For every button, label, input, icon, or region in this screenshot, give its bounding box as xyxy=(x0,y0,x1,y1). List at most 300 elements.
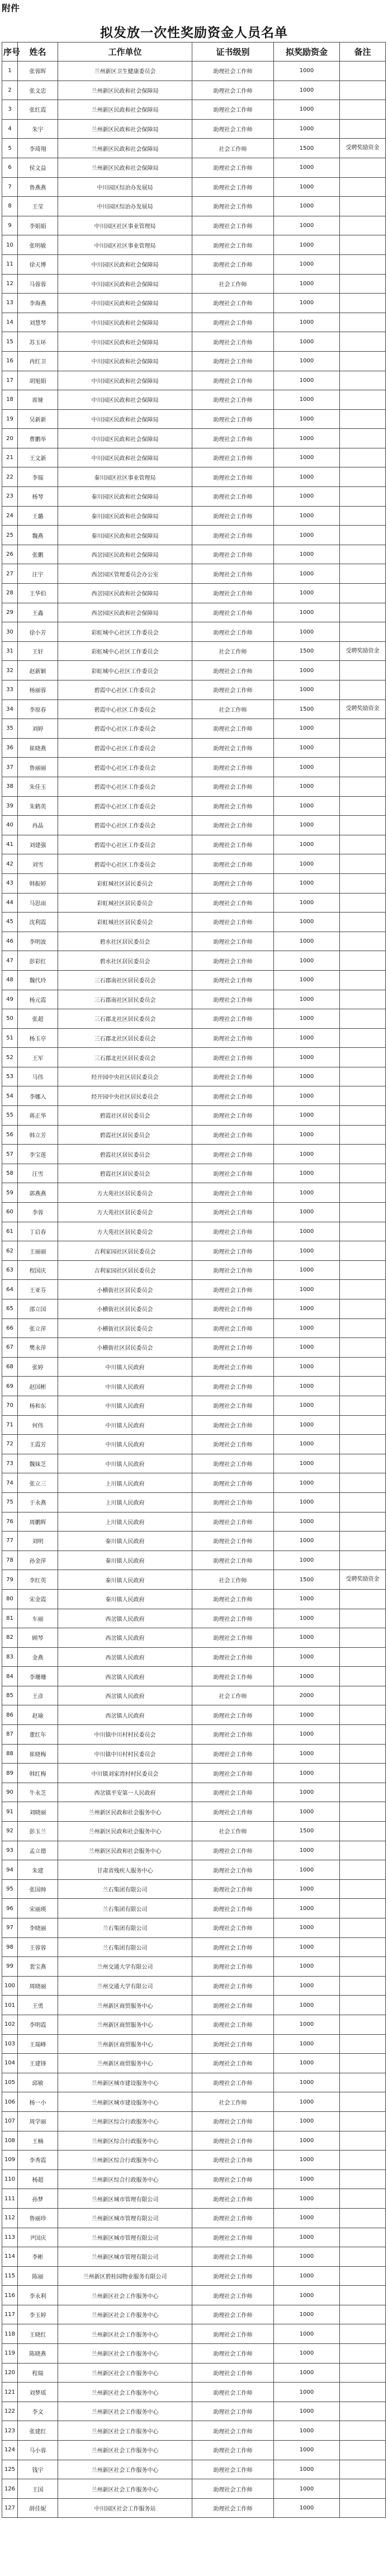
cell-notes xyxy=(340,1667,386,1686)
cell-award-amount: 1000 xyxy=(274,990,340,1009)
table-row xyxy=(2,467,386,487)
cell-name: 杨丽蓉 xyxy=(18,680,58,700)
table-row xyxy=(2,2150,386,2170)
cell-certificate-level: 助理社会工作师 xyxy=(192,1377,274,1396)
cell-index: 31 xyxy=(2,641,18,661)
cell-name: 侯文益 xyxy=(18,158,58,177)
cell-workplace: 秦川园区民政和社会保障局 xyxy=(58,487,192,507)
cell-name: 杨琴 xyxy=(18,487,58,507)
cell-award-amount: 1000 xyxy=(274,2383,340,2402)
cell-certificate-level: 助理社会工作师 xyxy=(192,1183,274,1203)
table-row xyxy=(2,719,386,739)
cell-index: 114 xyxy=(2,2247,18,2267)
cell-notes xyxy=(340,1628,386,1648)
table-row xyxy=(2,835,386,854)
cell-certificate-level: 助理社会工作师 xyxy=(192,1802,274,1822)
table-row xyxy=(2,796,386,816)
cell-notes xyxy=(340,2111,386,2131)
cell-workplace: 中川镇中川村村民委员会 xyxy=(58,1725,192,1745)
cell-award-amount: 1000 xyxy=(274,1744,340,1764)
cell-index: 42 xyxy=(2,854,18,874)
table-row xyxy=(2,81,386,100)
cell-workplace: 中川园区社区事业管理局 xyxy=(58,235,192,255)
cell-index: 94 xyxy=(2,1860,18,1880)
cell-notes xyxy=(340,1280,386,1299)
cell-workplace: 中川园区民政和社会保障局 xyxy=(58,313,192,332)
cell-award-amount: 1000 xyxy=(274,1009,340,1029)
cell-workplace: 小横街社区居民委员会 xyxy=(58,1338,192,1358)
cell-notes xyxy=(340,1899,386,1918)
cell-workplace: 秦川镇人民政府 xyxy=(58,1589,192,1609)
cell-certificate-level: 助理社会工作师 xyxy=(192,893,274,913)
table-row xyxy=(2,1145,386,1164)
cell-workplace: 兰州新区综合行政服务中心 xyxy=(58,2131,192,2150)
cell-workplace: 西岔园区民政和社会保障局 xyxy=(58,584,192,603)
cell-workplace: 兰石集团有限公司 xyxy=(58,1879,192,1899)
cell-award-amount: 1000 xyxy=(274,1628,340,1648)
cell-name: 王亚芬 xyxy=(18,1280,58,1299)
cell-certificate-level: 助理社会工作师 xyxy=(192,1145,274,1164)
cell-index: 30 xyxy=(2,622,18,642)
cell-certificate-level: 助理社会工作师 xyxy=(192,1203,274,1222)
table-row xyxy=(2,371,386,390)
cell-index: 75 xyxy=(2,1492,18,1512)
cell-workplace: 中川镇人民政府 xyxy=(58,1435,192,1454)
cell-notes xyxy=(340,119,386,139)
cell-certificate-level: 助理社会工作师 xyxy=(192,390,274,410)
cell-index: 123 xyxy=(2,2421,18,2441)
cell-notes xyxy=(340,584,386,603)
cell-notes xyxy=(340,2363,386,2383)
cell-certificate-level: 助理社会工作师 xyxy=(192,622,274,642)
cell-notes xyxy=(340,1609,386,1628)
cell-workplace: 中川镇人民政府 xyxy=(58,1357,192,1377)
cell-certificate-level: 助理社会工作师 xyxy=(192,2034,274,2054)
cell-notes: 受聘奖励资金 xyxy=(340,641,386,661)
cell-certificate-level: 助理社会工作师 xyxy=(192,2054,274,2073)
cell-certificate-level: 助理社会工作师 xyxy=(192,951,274,971)
table-row xyxy=(2,1318,386,1338)
cell-name: 董红年 xyxy=(18,1725,58,1745)
cell-workplace: 兰州新区碧桂园物业服务有限公司 xyxy=(58,2266,192,2286)
cell-award-amount: 1000 xyxy=(274,2015,340,2034)
cell-award-amount: 1000 xyxy=(274,177,340,197)
cell-index: 51 xyxy=(2,1028,18,1048)
table-row xyxy=(2,1976,386,1996)
cell-workplace: 西岔园区民政和社会保障局 xyxy=(58,545,192,564)
cell-workplace: 兰州新区城市管理有限公司 xyxy=(58,2208,192,2228)
table-row xyxy=(2,62,386,81)
cell-award-amount: 1500 xyxy=(274,1570,340,1590)
table-row xyxy=(2,351,386,371)
cell-index: 92 xyxy=(2,1822,18,1841)
cell-certificate-level: 助理社会工作师 xyxy=(192,1357,274,1377)
cell-name: 王勇 xyxy=(18,1996,58,2015)
cell-name: 刘雪 xyxy=(18,854,58,874)
table-row xyxy=(2,1860,386,1880)
table-row xyxy=(2,738,386,758)
header-workplace: 工作单位 xyxy=(58,42,192,62)
table-row xyxy=(2,1454,386,1473)
cell-workplace: 碧霞中心社区工作委员会 xyxy=(58,777,192,796)
cell-workplace: 中川园区综治办发展局 xyxy=(58,197,192,216)
cell-index: 120 xyxy=(2,2363,18,2383)
cell-notes xyxy=(340,467,386,487)
cell-award-amount: 1000 xyxy=(274,216,340,235)
cell-workplace: 中川园区民政和社会保障局 xyxy=(58,390,192,410)
cell-certificate-level: 助理社会工作师 xyxy=(192,2015,274,2034)
cell-index: 33 xyxy=(2,680,18,700)
cell-notes xyxy=(340,2228,386,2247)
cell-certificate-level: 助理社会工作师 xyxy=(192,1647,274,1667)
cell-name: 赵瑜 xyxy=(18,1705,58,1725)
cell-workplace: 碧霞中心社区工作委员会 xyxy=(58,758,192,777)
cell-notes xyxy=(340,1957,386,1977)
cell-certificate-level: 助理社会工作师 xyxy=(192,777,274,796)
cell-name: 李红英 xyxy=(18,1570,58,1590)
cell-award-amount: 1000 xyxy=(274,1028,340,1048)
cell-certificate-level: 助理社会工作师 xyxy=(192,1299,274,1319)
cell-award-amount: 1000 xyxy=(274,1841,340,1860)
cell-index: 109 xyxy=(2,2150,18,2170)
cell-certificate-level: 社会工作师 xyxy=(192,699,274,719)
cell-index: 87 xyxy=(2,1725,18,1745)
cell-name: 陈丽 xyxy=(18,2266,58,2286)
cell-award-amount: 1000 xyxy=(274,1996,340,2015)
table-row xyxy=(2,1280,386,1299)
cell-index: 58 xyxy=(2,1164,18,1183)
cell-certificate-level: 助理社会工作师 xyxy=(192,216,274,235)
cell-index: 29 xyxy=(2,603,18,622)
cell-workplace: 西岔镇人民政府 xyxy=(58,1609,192,1628)
cell-index: 21 xyxy=(2,448,18,467)
cell-award-amount: 1000 xyxy=(274,1512,340,1532)
cell-notes xyxy=(340,274,386,294)
cell-index: 93 xyxy=(2,1841,18,1860)
cell-name: 车丽 xyxy=(18,1609,58,1628)
cell-notes xyxy=(340,1203,386,1222)
cell-certificate-level: 助理社会工作师 xyxy=(192,371,274,390)
cell-award-amount: 1000 xyxy=(274,738,340,758)
cell-notes xyxy=(340,2324,386,2344)
cell-certificate-level: 助理社会工作师 xyxy=(192,990,274,1009)
table-row xyxy=(2,197,386,216)
cell-notes xyxy=(340,2247,386,2267)
cell-workplace: 兰州新区民政和社会保障局 xyxy=(58,100,192,120)
cell-certificate-level: 助理社会工作师 xyxy=(192,1338,274,1358)
cell-award-amount: 1000 xyxy=(274,1435,340,1454)
table-row xyxy=(2,2344,386,2364)
header-name: 姓名 xyxy=(18,42,58,62)
cell-certificate-level: 助理社会工作师 xyxy=(192,1512,274,1532)
cell-name: 蒋正华 xyxy=(18,1106,58,1126)
table-row xyxy=(2,1241,386,1261)
table-row xyxy=(2,1628,386,1648)
cell-certificate-level: 助理社会工作师 xyxy=(192,2383,274,2402)
cell-workplace: 彩虹城中心社区工作委员会 xyxy=(58,622,192,642)
cell-index: 83 xyxy=(2,1647,18,1667)
cell-workplace: 三石郡北社区居民委员会 xyxy=(58,1009,192,1029)
cell-notes xyxy=(340,2092,386,2112)
cell-award-amount: 1000 xyxy=(274,1802,340,1822)
cell-certificate-level: 助理社会工作师 xyxy=(192,1879,274,1899)
table-row xyxy=(2,1532,386,1551)
cell-name: 牛永芝 xyxy=(18,1783,58,1802)
cell-certificate-level: 助理社会工作师 xyxy=(192,1628,274,1648)
cell-name: 彭玉兰 xyxy=(18,1822,58,1841)
cell-notes: 受聘奖励资金 xyxy=(340,699,386,719)
cell-index: 6 xyxy=(2,158,18,177)
cell-workplace: 碧霞中心社区工作委员会 xyxy=(58,738,192,758)
cell-award-amount: 1000 xyxy=(274,2344,340,2364)
cell-award-amount: 1000 xyxy=(274,1899,340,1918)
table-row xyxy=(2,1609,386,1628)
cell-index: 24 xyxy=(2,506,18,526)
cell-index: 107 xyxy=(2,2111,18,2131)
cell-award-amount: 1000 xyxy=(274,1492,340,1512)
cell-notes xyxy=(340,2208,386,2228)
cell-notes: 受聘奖励资金 xyxy=(340,1570,386,1590)
cell-certificate-level: 助理社会工作师 xyxy=(192,313,274,332)
cell-award-amount: 1000 xyxy=(274,1299,340,1319)
cell-award-amount: 1000 xyxy=(274,81,340,100)
cell-index: 36 xyxy=(2,738,18,758)
cell-notes xyxy=(340,1145,386,1164)
cell-index: 127 xyxy=(2,2498,18,2518)
cell-certificate-level: 助理社会工作师 xyxy=(192,1396,274,1415)
cell-index: 118 xyxy=(2,2324,18,2344)
cell-name: 杨和东 xyxy=(18,1396,58,1415)
table-header-row xyxy=(2,42,386,62)
cell-name: 彭彩红 xyxy=(18,951,58,971)
cell-index: 10 xyxy=(2,235,18,255)
table-row xyxy=(2,1744,386,1764)
cell-notes xyxy=(340,1802,386,1822)
cell-certificate-level: 助理社会工作师 xyxy=(192,2073,274,2092)
cell-workplace: 西岔园区管理委员会办公室 xyxy=(58,564,192,584)
cell-notes xyxy=(340,1086,386,1106)
cell-name: 刘梦瑶 xyxy=(18,2383,58,2402)
cell-workplace: 中川园区社区事业管理局 xyxy=(58,216,192,235)
cell-notes xyxy=(340,680,386,700)
cell-notes xyxy=(340,2383,386,2402)
cell-name: 马蓉蓉 xyxy=(18,274,58,294)
cell-name: 王轩 xyxy=(18,641,58,661)
cell-certificate-level: 助理社会工作师 xyxy=(192,1589,274,1609)
cell-notes xyxy=(340,1705,386,1725)
cell-award-amount: 1000 xyxy=(274,313,340,332)
cell-index: 2 xyxy=(2,81,18,100)
cell-name: 张立萍 xyxy=(18,1318,58,1338)
cell-notes xyxy=(340,1338,386,1358)
cell-index: 113 xyxy=(2,2228,18,2247)
cell-name: 王军 xyxy=(18,1048,58,1067)
cell-name: 刘建强 xyxy=(18,835,58,854)
cell-name: 朱佳玉 xyxy=(18,777,58,796)
cell-name: 张立三 xyxy=(18,1473,58,1493)
cell-name: 张建红 xyxy=(18,2421,58,2441)
cell-name: 魏妹芝 xyxy=(18,1454,58,1473)
table-body xyxy=(2,62,386,2518)
cell-award-amount: 1000 xyxy=(274,332,340,352)
cell-award-amount: 1000 xyxy=(274,526,340,545)
table-row xyxy=(2,1899,386,1918)
cell-award-amount: 1000 xyxy=(274,371,340,390)
table-row xyxy=(2,139,386,158)
cell-name: 王文新 xyxy=(18,448,58,467)
cell-notes xyxy=(340,1589,386,1609)
cell-certificate-level: 助理社会工作师 xyxy=(192,1899,274,1918)
cell-certificate-level: 助理社会工作师 xyxy=(192,680,274,700)
cell-name: 刘慧琴 xyxy=(18,313,58,332)
cell-name: 宋金霞 xyxy=(18,1589,58,1609)
cell-index: 27 xyxy=(2,564,18,584)
cell-notes xyxy=(340,932,386,951)
table-row xyxy=(2,2228,386,2247)
cell-name: 赵新颖 xyxy=(18,661,58,680)
table-row xyxy=(2,1377,386,1396)
cell-index: 8 xyxy=(2,197,18,216)
cell-workplace: 碧霞社区居民委员会 xyxy=(58,1145,192,1164)
cell-notes xyxy=(340,216,386,235)
table-row xyxy=(2,1783,386,1802)
cell-certificate-level: 助理社会工作师 xyxy=(192,429,274,448)
cell-workplace: 秦川园区民政和社会保障局 xyxy=(58,526,192,545)
cell-notes xyxy=(340,487,386,507)
cell-notes xyxy=(340,1415,386,1435)
table-row xyxy=(2,448,386,467)
table-row xyxy=(2,2421,386,2441)
cell-name: 杨元霞 xyxy=(18,990,58,1009)
cell-certificate-level: 助理社会工作师 xyxy=(192,2150,274,2170)
cell-workplace: 彩虹城社区居民委员会 xyxy=(58,913,192,932)
table-row xyxy=(2,661,386,680)
cell-index: 60 xyxy=(2,1203,18,1222)
cell-workplace: 西岔镇人民政府 xyxy=(58,1686,192,1705)
table-row xyxy=(2,332,386,352)
cell-award-amount: 1000 xyxy=(274,2092,340,2112)
cell-workplace: 吉利家园社区居民委员会 xyxy=(58,1260,192,1280)
cell-award-amount: 1000 xyxy=(274,1589,340,1609)
cell-award-amount: 1000 xyxy=(274,951,340,971)
cell-award-amount: 1000 xyxy=(274,835,340,854)
cell-certificate-level: 社会工作师 xyxy=(192,139,274,158)
cell-index: 78 xyxy=(2,1551,18,1570)
cell-award-amount: 1000 xyxy=(274,2131,340,2150)
cell-notes xyxy=(340,2402,386,2421)
table-row xyxy=(2,1260,386,1280)
cell-award-amount: 1000 xyxy=(274,2228,340,2247)
cell-index: 64 xyxy=(2,1280,18,1299)
cell-index: 59 xyxy=(2,1183,18,1203)
cell-certificate-level: 助理社会工作师 xyxy=(192,1318,274,1338)
cell-workplace: 中川园区民政和社会保障局 xyxy=(58,371,192,390)
cell-certificate-level: 助理社会工作师 xyxy=(192,1125,274,1145)
cell-certificate-level: 助理社会工作师 xyxy=(192,2131,274,2150)
cell-notes xyxy=(340,2131,386,2150)
cell-notes xyxy=(340,1357,386,1377)
cell-name: 苏玉环 xyxy=(18,332,58,352)
cell-award-amount: 1000 xyxy=(274,2208,340,2228)
cell-index: 4 xyxy=(2,119,18,139)
cell-index: 43 xyxy=(2,873,18,893)
cell-award-amount: 1000 xyxy=(274,2421,340,2441)
cell-index: 84 xyxy=(2,1667,18,1686)
cell-workplace: 兰石集团有限公司 xyxy=(58,1918,192,1938)
cell-name: 鲁丽珍 xyxy=(18,2208,58,2228)
table-row xyxy=(2,177,386,197)
cell-workplace: 吉利家园社区居民委员会 xyxy=(58,1241,192,1261)
table-row xyxy=(2,1183,386,1203)
cell-index: 16 xyxy=(2,351,18,371)
cell-award-amount: 1500 xyxy=(274,699,340,719)
cell-award-amount: 1000 xyxy=(274,719,340,739)
cell-award-amount: 1000 xyxy=(274,409,340,429)
table-row xyxy=(2,2324,386,2344)
cell-award-amount: 1000 xyxy=(274,119,340,139)
cell-index: 54 xyxy=(2,1086,18,1106)
cell-index: 89 xyxy=(2,1764,18,1783)
cell-award-amount: 1000 xyxy=(274,2266,340,2286)
cell-index: 121 xyxy=(2,2383,18,2402)
cell-workplace: 兰州新区城市建设服务中心 xyxy=(58,2092,192,2112)
table-row xyxy=(2,970,386,990)
cell-name: 于永燕 xyxy=(18,1492,58,1512)
cell-notes xyxy=(340,1318,386,1338)
cell-index: 90 xyxy=(2,1783,18,1802)
cell-notes: 受聘奖励资金 xyxy=(340,139,386,158)
cell-index: 116 xyxy=(2,2286,18,2305)
cell-index: 47 xyxy=(2,951,18,971)
cell-index: 98 xyxy=(2,1937,18,1957)
cell-index: 22 xyxy=(2,467,18,487)
cell-workplace: 甘肃省残疾人服务中心 xyxy=(58,1860,192,1880)
table-row xyxy=(2,313,386,332)
cell-workplace: 兰州新区商贸服务中心 xyxy=(58,2054,192,2073)
table-row xyxy=(2,1822,386,1841)
cell-award-amount: 1000 xyxy=(274,2363,340,2383)
table-row xyxy=(2,1725,386,1745)
cell-name: 周晓丽 xyxy=(18,1976,58,1996)
table-row xyxy=(2,2460,386,2479)
cell-award-amount: 1000 xyxy=(274,487,340,507)
cell-award-amount: 1000 xyxy=(274,1183,340,1203)
cell-workplace: 兰州新区民政和社会保障局 xyxy=(58,119,192,139)
cell-award-amount: 1000 xyxy=(274,197,340,216)
cell-workplace: 小横街社区居民委员会 xyxy=(58,1299,192,1319)
cell-index: 28 xyxy=(2,584,18,603)
table-row xyxy=(2,564,386,584)
cell-certificate-level: 助理社会工作师 xyxy=(192,2247,274,2267)
table-row xyxy=(2,1164,386,1183)
cell-notes xyxy=(340,2421,386,2441)
cell-index: 57 xyxy=(2,1145,18,1164)
cell-workplace: 中川园区民政和社会保障局 xyxy=(58,254,192,274)
cell-workplace: 彩虹城中心社区工作委员会 xyxy=(58,641,192,661)
cell-notes xyxy=(340,622,386,642)
cell-certificate-level: 助理社会工作师 xyxy=(192,1222,274,1241)
table-row xyxy=(2,1918,386,1938)
cell-certificate-level: 社会工作师 xyxy=(192,1822,274,1841)
cell-certificate-level: 助理社会工作师 xyxy=(192,2305,274,2324)
table-row xyxy=(2,2266,386,2286)
cell-certificate-level: 助理社会工作师 xyxy=(192,796,274,816)
cell-certificate-level: 助理社会工作师 xyxy=(192,738,274,758)
cell-workplace: 兰州新区商贸服务中心 xyxy=(58,2034,192,2054)
cell-certificate-level: 助理社会工作师 xyxy=(192,1473,274,1493)
cell-certificate-level: 助理社会工作师 xyxy=(192,1241,274,1261)
cell-workplace: 中川园区民政和社会保障局 xyxy=(58,332,192,352)
